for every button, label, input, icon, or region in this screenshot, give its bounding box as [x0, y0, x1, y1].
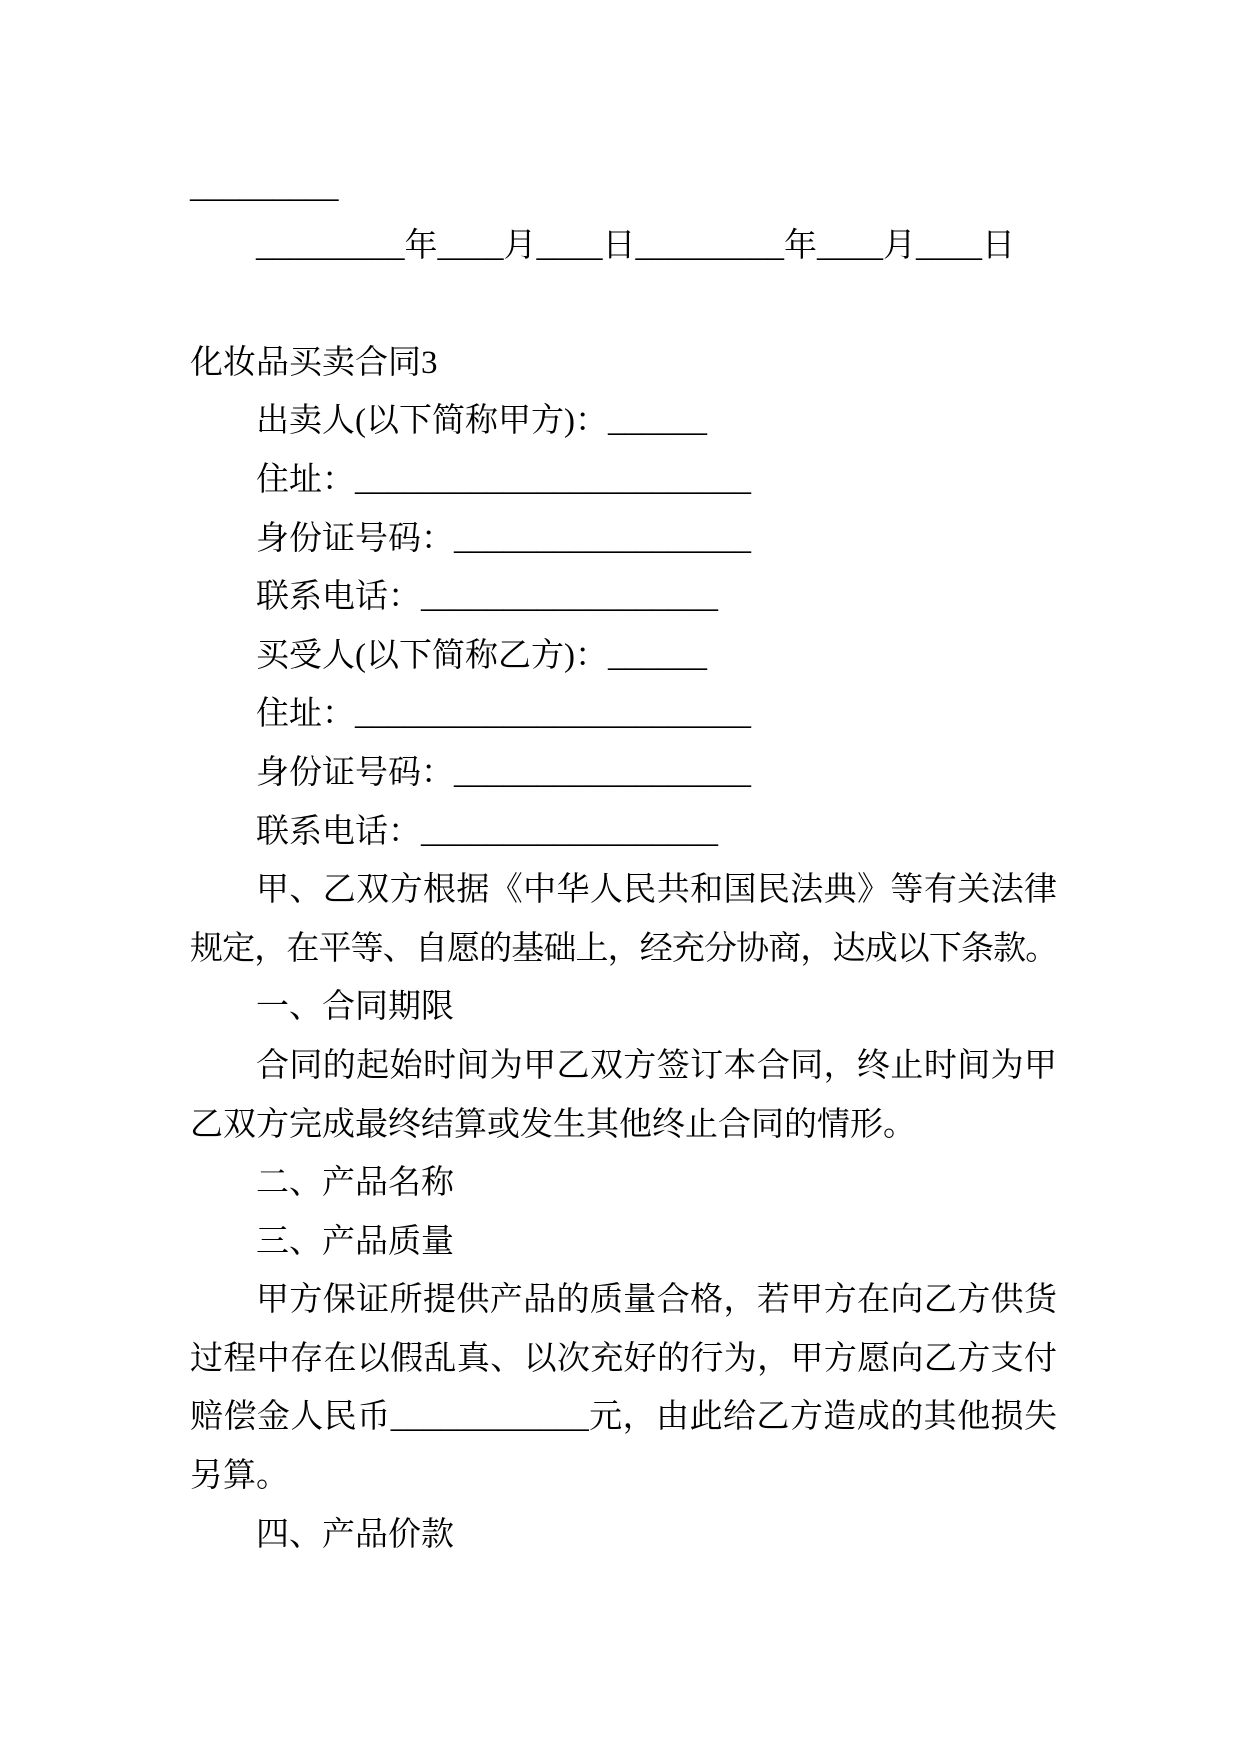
buyer-address-field	[190, 685, 1057, 744]
section-heading: 四、产品价款	[256, 1516, 454, 1553]
section-body-line: 过程中存在以假乱真、以次充好的行为，甲方愿向乙方支付	[190, 1340, 1057, 1377]
seller-phone-blank: __________________	[421, 579, 718, 616]
buyer-field	[190, 627, 1057, 686]
buyer-phone-label: 联系电话：	[256, 813, 421, 850]
section-body-line: 甲方保证所提供产品的质量合格，若甲方在向乙方供货	[256, 1282, 1057, 1319]
preceding-blank-line	[190, 158, 1057, 217]
signature-date-line	[190, 217, 1057, 276]
seller-id-blank: __________________	[454, 520, 751, 557]
buyer-address-label: 住址：	[256, 696, 355, 733]
preamble-line: 规定，在平等、自愿的基础上，经充分协商，达成以下条款。	[190, 930, 1057, 967]
seller-id-label: 身份证号码：	[256, 520, 454, 557]
section-body-line: 合同的起始时间为甲乙双方签订本合同，终止时间为甲	[256, 1047, 1057, 1084]
buyer-label: 买受人(以下简称乙方)：	[256, 637, 608, 674]
buyer-phone-field	[190, 803, 1057, 862]
section-heading: 一、合同期限	[256, 989, 454, 1026]
buyer-blank: ______	[607, 637, 707, 674]
fill-in-blank: _________	[190, 169, 339, 205]
preamble-line: 甲、乙双方根据《中华人民共和国民法典》等有关法律	[256, 872, 1057, 909]
seller-address-field	[190, 451, 1057, 510]
section-body-line: 乙双方完成最终结算或发生其他终止合同的情形。	[190, 1106, 916, 1143]
seller-phone-label: 联系电话：	[256, 579, 421, 616]
section-body-line: 另算。	[190, 1458, 289, 1495]
seller-address-label: 住址：	[256, 461, 355, 498]
buyer-id-field	[190, 744, 1057, 803]
party-a-sign-date: _________年____月____日	[256, 227, 636, 264]
section-heading: 二、产品名称	[256, 1165, 454, 1202]
empty-line	[190, 275, 1057, 334]
seller-label: 出卖人(以下简称甲方)：	[256, 403, 608, 440]
party-b-sign-date: _________年____月____日	[635, 227, 1015, 264]
buyer-id-label: 身份证号码：	[256, 754, 454, 791]
section-heading: 三、产品质量	[256, 1223, 454, 1260]
contract-title: 化妆品买卖合同3	[190, 344, 438, 381]
seller-address-blank: ________________________	[355, 461, 751, 498]
document-body	[190, 158, 1057, 1564]
seller-blank: ______	[607, 403, 707, 440]
buyer-phone-blank: __________________	[421, 813, 718, 850]
seller-field	[190, 392, 1057, 451]
seller-id-field	[190, 510, 1057, 569]
buyer-id-blank: __________________	[454, 754, 751, 791]
seller-phone-field	[190, 568, 1057, 627]
buyer-address-blank: ________________________	[355, 696, 751, 733]
section-body-line: 赔偿金人民币____________元，由此给乙方造成的其他损失	[190, 1399, 1057, 1436]
